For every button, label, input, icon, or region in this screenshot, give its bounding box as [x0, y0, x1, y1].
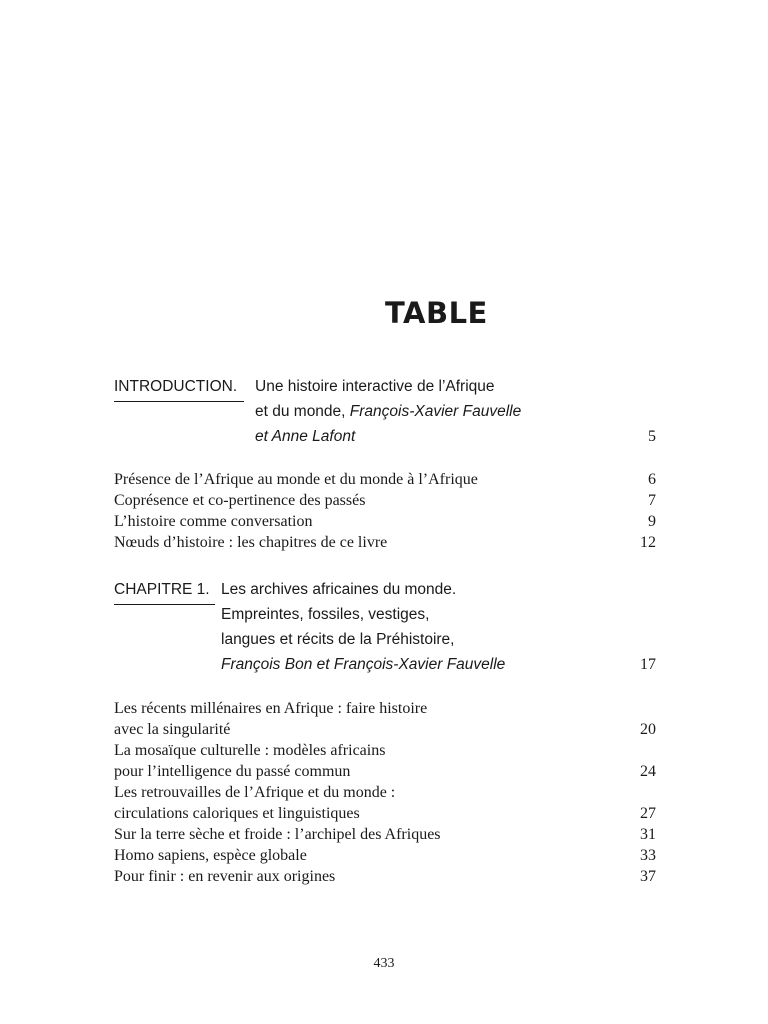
section-title-line: Une histoire interactive de l’Afrique — [255, 378, 495, 395]
entry-title-continued: avec la singularité — [114, 721, 231, 738]
entry-title-continued: pour l’intelligence du passé commun — [114, 763, 351, 780]
chapter1-entries — [114, 698, 656, 887]
entry-page-number: 9 — [648, 513, 656, 530]
introduction-heading — [114, 374, 656, 449]
section-label-underline — [114, 401, 244, 402]
entry-page-number: 7 — [648, 492, 656, 509]
list-item — [114, 782, 656, 824]
introduction-entries — [114, 469, 656, 553]
entry-page-number: 31 — [640, 826, 656, 843]
entry-title: Les récents millénaires en Afrique : faire histoire — [114, 700, 428, 717]
section-page-number: 17 — [640, 656, 656, 673]
list-item — [114, 740, 656, 782]
entry-page-number: 33 — [640, 847, 656, 864]
list-item — [114, 845, 656, 866]
section-page-number: 5 — [648, 428, 656, 445]
list-item — [114, 490, 656, 511]
entry-title: L’histoire comme conversation — [114, 513, 313, 530]
section-title-line: Les archives africaines du monde. — [221, 581, 457, 598]
entry-page-number: 37 — [640, 868, 656, 885]
entry-title-continued: circulations caloriques et linguistiques — [114, 805, 360, 822]
entry-page-number: 6 — [648, 471, 656, 488]
section-authors: François-Xavier Fauvelle — [349, 403, 522, 420]
entry-title: Sur la terre sèche et froide : l’archipel des Afriques — [114, 826, 441, 843]
section-title-line: Empreintes, fossiles, vestiges, — [221, 606, 430, 623]
section-title-line: et du monde, — [255, 403, 346, 420]
section-label-chapter1: CHAPITRE 1. — [114, 581, 210, 598]
list-item — [114, 511, 656, 532]
entry-page-number: 20 — [640, 721, 656, 738]
chapter1-heading — [114, 577, 656, 677]
entry-title: Nœuds d’histoire : les chapitres de ce livre — [114, 534, 388, 551]
page-title: TABLE — [385, 296, 488, 330]
list-item — [114, 532, 656, 553]
entry-title: Pour finir : en revenir aux origines — [114, 868, 336, 885]
list-item — [114, 698, 656, 740]
entry-title: La mosaïque culturelle : modèles africains — [114, 742, 386, 759]
section-title-line: langues et récits de la Préhistoire, — [221, 631, 455, 648]
entry-page-number: 24 — [640, 763, 656, 780]
entry-page-number: 27 — [640, 805, 656, 822]
entry-title: Coprésence et co-pertinence des passés — [114, 492, 366, 509]
section-authors: et Anne Lafont — [255, 428, 356, 445]
page-number: 433 — [373, 956, 395, 971]
entry-title: Présence de l’Afrique au monde et du monde à l’Afrique — [114, 471, 478, 488]
entry-title: Les retrouvailles de l’Afrique et du monde : — [114, 784, 396, 801]
list-item — [114, 866, 656, 887]
entry-page-number: 12 — [640, 534, 656, 551]
list-item — [114, 469, 656, 490]
section-authors: François Bon et François-Xavier Fauvelle — [221, 656, 506, 673]
section-label-underline — [114, 604, 215, 605]
list-item — [114, 824, 656, 845]
section-label-introduction: INTRODUCTION. — [114, 378, 238, 395]
entry-title: Homo sapiens, espèce globale — [114, 847, 307, 864]
